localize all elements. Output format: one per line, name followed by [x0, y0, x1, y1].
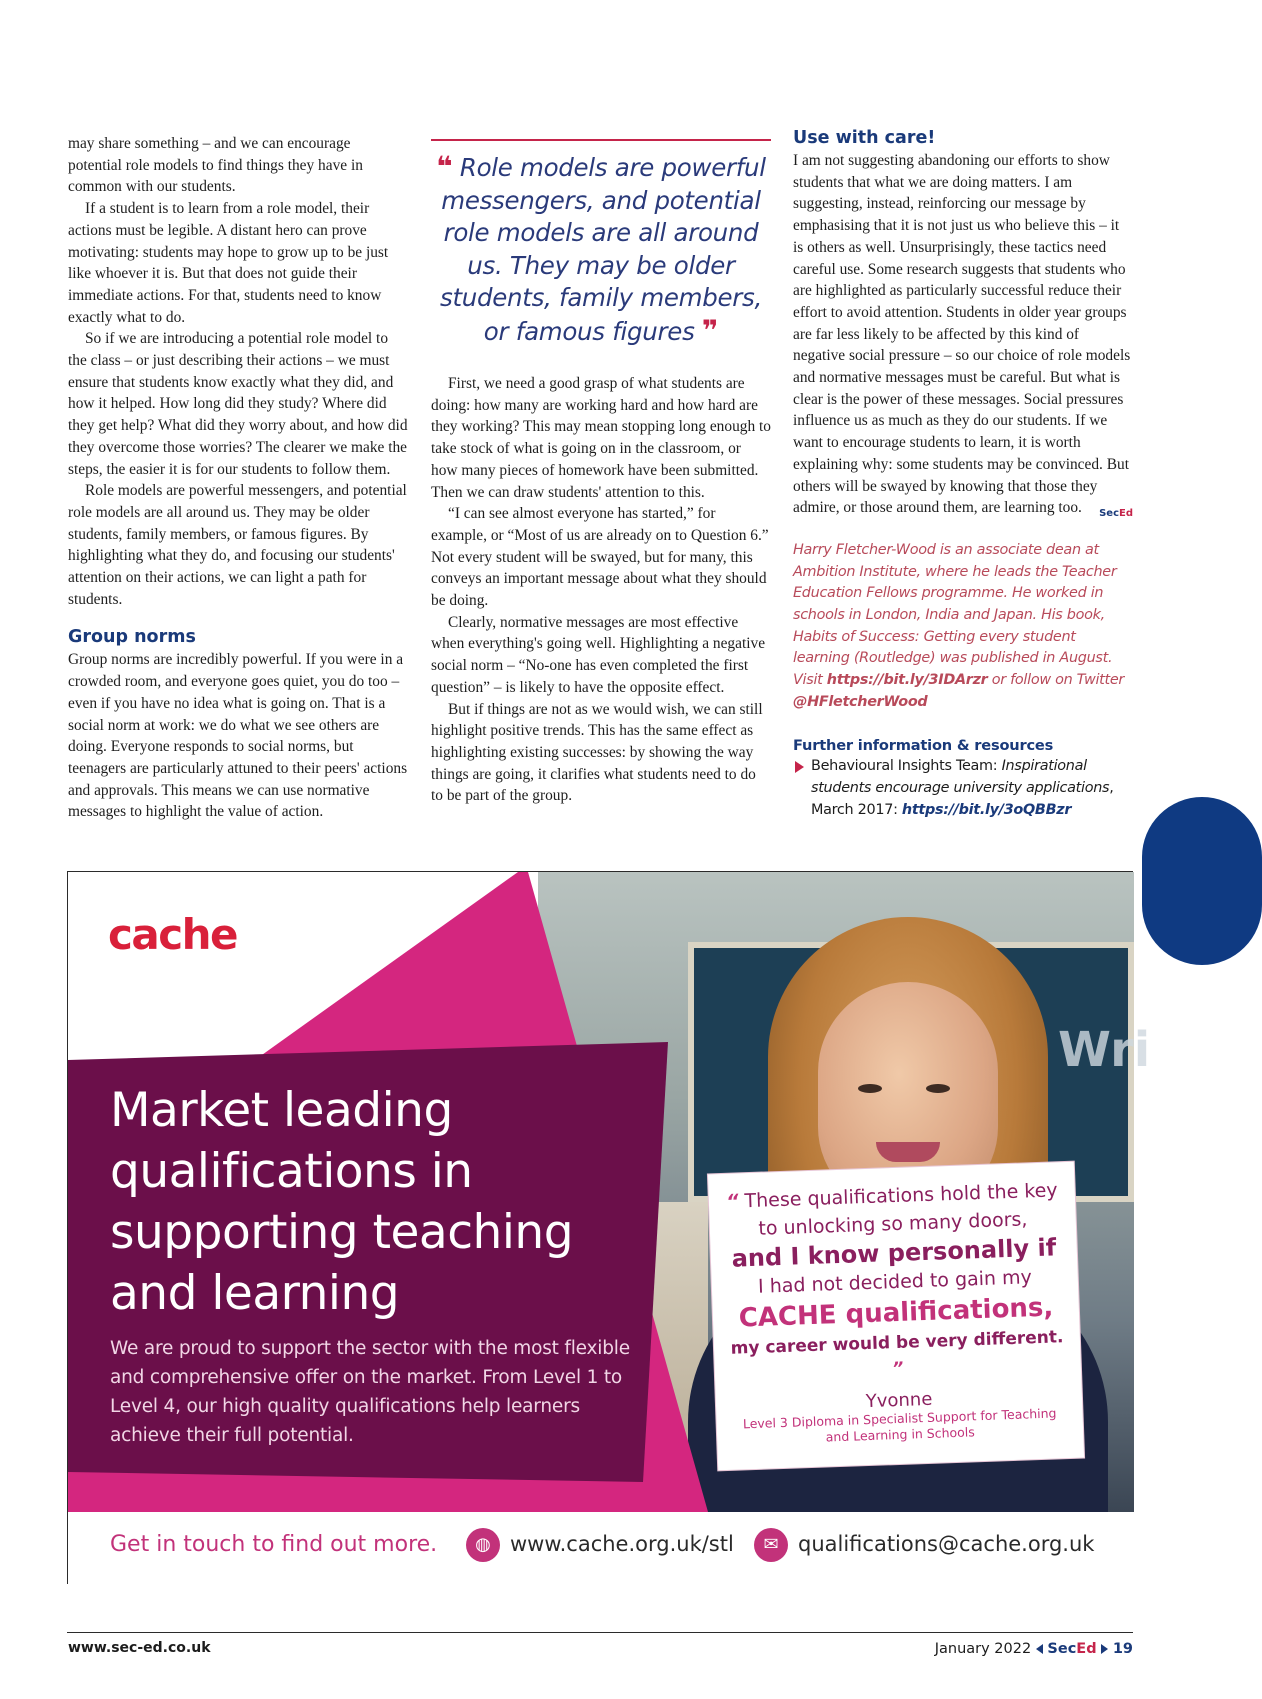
open-quote-icon: “ — [725, 1190, 739, 1213]
article-column-2 — [431, 373, 771, 807]
advert-footer — [68, 1512, 1134, 1585]
further-title: Inspirational students encourage university applications — [811, 758, 1110, 796]
article-column-1 — [68, 133, 408, 823]
testimonial-line-3: I had not decided to gain my — [757, 1266, 1033, 1298]
cache-advert[interactable] — [67, 871, 1151, 1584]
paragraph: Role models are powerful messengers, and potential role models are all around us. They may be older students, family members, or famous figures. By highlighting what they do, and focusing our students' attention on their actions, we can light a path for students. — [68, 482, 407, 608]
article-column-3 — [793, 128, 1133, 821]
further-date: , March 2017: — [811, 779, 1114, 818]
open-quote-icon: ❝ — [436, 150, 453, 183]
further-info-heading: Further information & resources — [793, 736, 1054, 754]
testimonial-line-5 — [729, 1324, 1067, 1388]
further-info-item — [793, 756, 1133, 821]
page-edge-tab — [1142, 797, 1262, 965]
end-mark-sec: Sec — [1099, 508, 1119, 520]
section-heading-group-norms: Group norms — [68, 627, 196, 648]
brand-ed: Ed — [1076, 1641, 1097, 1657]
close-quote-icon: ” — [892, 1358, 904, 1380]
footer-rule — [67, 1632, 1133, 1633]
paragraph: may share something – and we can encourage potential role models to find things they have in common with our students. — [68, 135, 363, 196]
paragraph: Clearly, normative messages are most effective when everything's going well. Highlighting a negative social norm – “No-one has even completed the first question” – is likely to have the opposite effect. — [431, 613, 766, 696]
globe-icon: ◍ — [466, 1528, 500, 1562]
bio-link[interactable]: https://bit.ly/3IDArzr — [826, 672, 988, 689]
eye-icon — [858, 1084, 882, 1093]
testimonial-text-5: my career would be very different. — [730, 1327, 1064, 1359]
end-mark-ed: Ed — [1119, 508, 1133, 520]
close-quote-icon: ❞ — [702, 313, 719, 347]
testimonial — [724, 1176, 1069, 1449]
paragraph — [793, 150, 1133, 519]
next-page-icon[interactable] — [1101, 1644, 1108, 1654]
eye-icon — [926, 1084, 950, 1093]
paragraph: So if we are introducing a potential role model to the class – or just describing their actions – we must ensure that students know exactly what they did, and how it helped. How long did they study? Where did they get help? What did they worry about, and how did they overcome those worries? The clearer we make the steps, the easier it is for our students to follow them. — [68, 330, 408, 478]
call-to-action[interactable]: Get in touch to find out more. — [110, 1532, 438, 1557]
website-link[interactable]: www.cache.org.uk/stl — [510, 1532, 734, 1556]
prev-page-icon[interactable] — [1036, 1644, 1043, 1654]
bio-twitter-handle[interactable]: @HFletcherWood — [793, 693, 928, 710]
testimonial-text-1: These qualifications hold the key to unlocking so many doors, — [744, 1179, 1058, 1240]
footer-date: January 2022 — [934, 1641, 1032, 1657]
page-number: 19 — [1112, 1641, 1133, 1657]
seced-end-mark — [1099, 503, 1133, 525]
bullet-arrow-icon — [795, 761, 804, 773]
further-prefix: Behavioural Insights Team: — [811, 758, 998, 775]
footer-page-info — [935, 1641, 1133, 1657]
testimonial-name: Yvonne — [865, 1388, 933, 1413]
pull-quote — [431, 139, 771, 348]
testimonial-line-4: CACHE qualifications, — [738, 1292, 1054, 1334]
cache-logo[interactable]: cache — [108, 910, 238, 959]
paragraph-text: I am not suggesting abandoning our efforts to show students that what we are doing matters. I am suggesting, instead, reinforcing our message by emphasising that it is not just us who believe this – it is others as well. Unsurprisingly, these tactics need careful use. Some research suggests that students who are highlighted as particularly successful reduce their effort to avoid attention. Students in older year groups are far less likely to be affected by this kind of negative social pressure – so our choice of role models and normative messages must be careful. But what is clear is the power of these messages. Social pressures influence us as much as they do our students. If we want to encourage students to learn, it is worth explaining why: some students may be convinced. But others will be swayed by knowing that those they admire, or those around them, are learning too. — [793, 152, 1131, 517]
testimonial-line-2: and I know personally if — [731, 1233, 1057, 1273]
paragraph: Group norms are incredibly powerful. If you were in a crowded room, and everyone goes quiet, you do too – even if you have no idea what is going on. That is a social norm at work: we do what we see others are doing. Everyone responds to social norms, but teenagers are particularly attuned to their peers' actions and approvals. This means we can use normative messages to highlight the value of action. — [68, 651, 408, 821]
paragraph: But if things are not as we would wish, we can still highlight positive trends. This has the same effect as highlighting existing successes: by showing the way things are going, it clarifies what students need to do to be part of the group. — [431, 700, 763, 805]
chalkboard-text: Wri — [1058, 1022, 1151, 1078]
advert-headline: Market leading qualifications in supporting teaching and learning — [110, 1083, 574, 1321]
bio-text: Harry Fletcher-Wood is an associate dean at Ambition Institute, where he leads the Teacher Education Fellows programme. He worked in schools in London, India and Japan. His book, Habits of Success: Getting every student learning (Routledge) was published in August. Visit — [793, 541, 1117, 689]
brand-sec: Sec — [1047, 1641, 1077, 1657]
mouth — [876, 1142, 940, 1162]
further-link[interactable]: https://bit.ly/3oQBBzr — [901, 801, 1072, 818]
bio-mid: or follow on Twitter — [991, 672, 1125, 689]
advert-banner — [68, 872, 1151, 1512]
mail-icon: ✉ — [754, 1528, 788, 1562]
email-link[interactable]: qualifications@cache.org.uk — [798, 1532, 1095, 1556]
author-bio — [793, 540, 1133, 714]
pull-quote-text: Role models are powerful messengers, and potential role models are all around us. They may be older students, family members, or famous figures — [440, 153, 766, 346]
section-heading-use-with-care: Use with care! — [793, 128, 936, 148]
footer-url[interactable]: www.sec-ed.co.uk — [68, 1640, 211, 1656]
advert-body: We are proud to support the sector with the most flexible and comprehensive offer on the market. From Level 1 to Level 4, our high quality qualifications help learners achieve their full potential. — [110, 1338, 630, 1446]
testimonial-detail: Level 3 Diploma in Specialist Support for Teaching and Learning in Schools — [742, 1405, 1057, 1445]
paragraph: First, we need a good grasp of what students are doing: how many are working hard and how hard are they working? This may mean stopping long enough to take stock of what is going on in the classroom, or how many pieces of homework have been submitted. Then we can draw students' attention to this. — [431, 375, 771, 501]
footer-brand — [1047, 1641, 1096, 1657]
paragraph: “I can see almost everyone has started,” for example, or “Most of us are already on to Question 6.” Not every student will be swayed, but for many, this conveys an important message about what they should be doing. — [431, 505, 769, 610]
paragraph: If a student is to learn from a role model, their actions must be legible. A distant hero can prove motivating: students may hope to grow up to be just like whoever it is. But that does not guide their immediate actions. For that, students need to know exactly what to do. — [68, 200, 389, 326]
